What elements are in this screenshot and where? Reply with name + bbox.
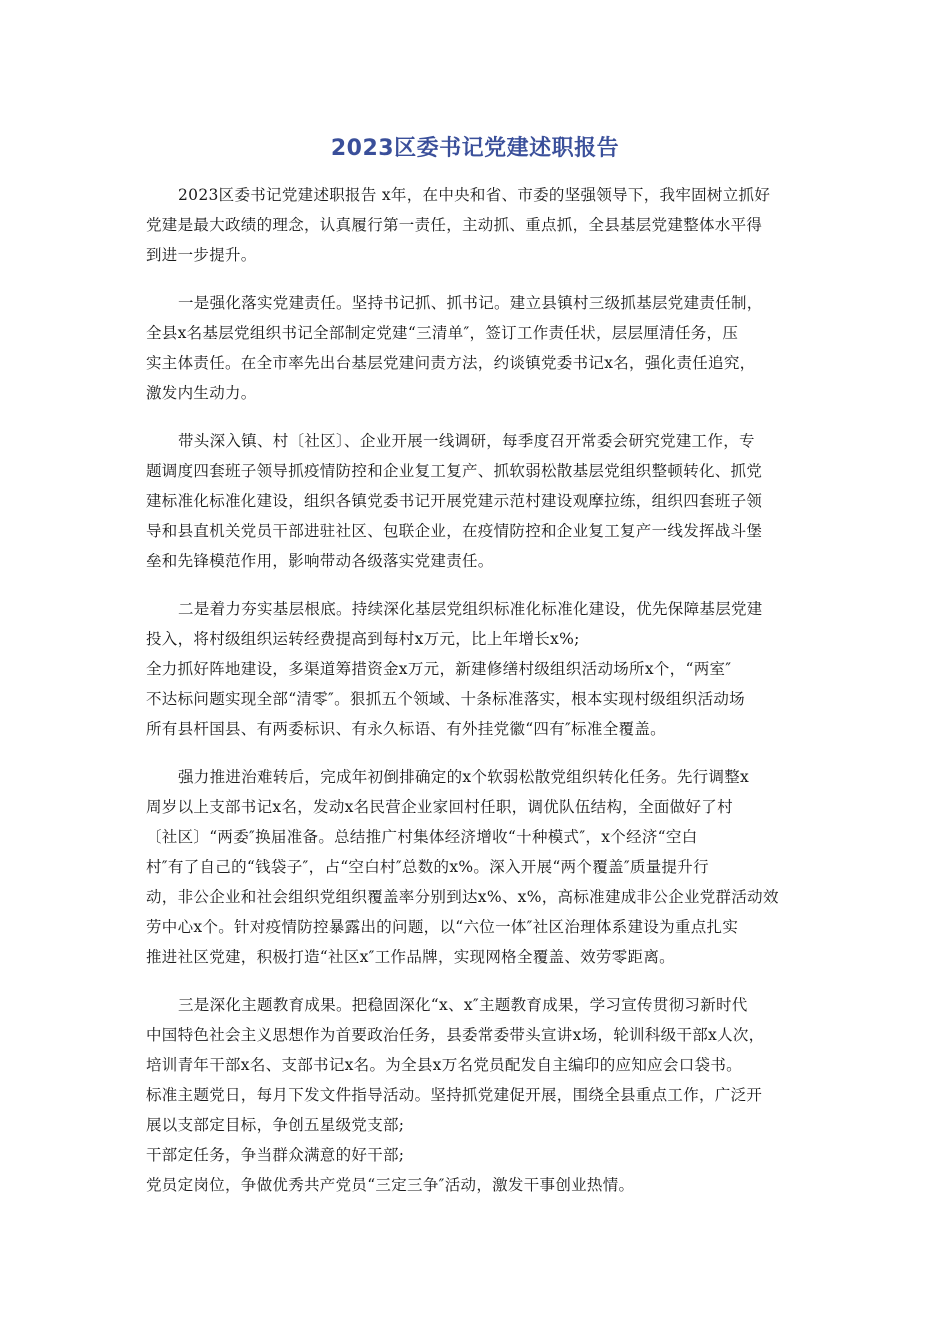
text-line: 激发内生动力。 <box>146 384 257 402</box>
text-line: 三是深化主题教育成果。把稳固深化“x、x″主题教育成果，学习宣传贯彻习新时代 <box>178 996 748 1014</box>
paragraph-responsibility <box>146 288 806 408</box>
text-line: 二是着力夯实基层根底。持续深化基层党组织标准化标准化建设，优先保障基层党建 <box>178 600 763 618</box>
text-line: 干部定任务，争当群众满意的好干部; <box>146 1146 405 1164</box>
text-line: 一是强化落实党建责任。坚持书记抓、抓书记。建立县镇村三级抓基层党建责任制， <box>178 294 763 312</box>
text-line: 展以支部定目标，争创五星级党支部; <box>146 1116 405 1134</box>
text-line: 培训青年干部x名、支部书记x名。为全县x万名党员配发自主编印的应知应会口袋书。 <box>146 1056 742 1074</box>
text-line: 中国特色社会主义思想作为首要政治任务，县委常委带头宣讲x场，轮训科级干部x人次， <box>146 1026 765 1044</box>
text-line: 投入，将村级组织运转经费提高到每村x万元，比上年增长x%; <box>146 630 580 648</box>
text-line: 全力抓好阵地建设，多渠道筹措资金x万元，新建修缮村级组织活动场所x个，“两室″ <box>146 660 732 678</box>
paragraph-foundation <box>146 594 806 744</box>
paragraph-research <box>146 426 806 576</box>
text-line: 党建是最大政绩的理念，认真履行第一责任，主动抓、重点抓，全县基层党建整体水平得 <box>146 216 763 234</box>
text-line: 推进社区党建，积极打造“社区x″工作品牌，实现网格全覆盖、效劳零距离。 <box>146 948 675 966</box>
text-line: 〔社区〕“两委″换届准备。总结推广村集体经济增收“十种模式″，x个经济“空白 <box>146 828 698 846</box>
text-line: 劳中心x个。针对疫情防控暴露出的问题，以“六位一体″社区治理体系建设为重点扎实 <box>146 918 739 936</box>
text-line: 强力推进治难转后，完成年初倒排确定的x个软弱松散党组织转化任务。先行调整x <box>178 768 750 786</box>
text-line: 2023区委书记党建述职报告 x年，在中央和省、市委的坚强领导下，我牢固树立抓好 <box>178 186 771 204</box>
text-line: 实主体责任。在全市率先出台基层党建问责方法，约谈镇党委书记x名，强化责任追究， <box>146 354 756 372</box>
document-title: 2023区委书记党建述职报告 <box>330 136 620 161</box>
text-line: 题调度四套班子领导抓疫情防控和企业复工复产、抓软弱松散基层党组织整顿转化、抓党 <box>146 462 763 480</box>
text-line: 到进一步提升。 <box>146 246 257 264</box>
text-line: 带头深入镇、村〔社区〕、企业开展一线调研，每季度召开常委会研究党建工作，专 <box>178 432 755 450</box>
text-line: 所有县杆国县、有两委标识、有永久标语、有外挂党徽“四有″标准全覆盖。 <box>146 720 666 738</box>
text-line: 全县x名基层党组织书记全部制定党建“三清单″，签订工作责任状，层层厘清任务，压 <box>146 324 739 342</box>
text-line: 导和县直机关党员干部进驻社区、包联企业，在疫情防控和企业复工复产一线发挥战斗堡 <box>146 522 763 540</box>
text-line: 垒和先锋模范作用，影响带动各级落实党建责任。 <box>146 552 494 570</box>
text-line: 村″有了自己的“钱袋子″，占“空白村″总数的x%。深入开展“两个覆盖″质量提升行 <box>146 858 709 876</box>
text-line: 动，非公企业和社会组织党组织覆盖率分别到达x%、x%，高标准建成非公企业党群活动效 <box>146 888 779 906</box>
text-line: 建标准化标准化建设，组织各镇党委书记开展党建示范村建设观摩拉练，组织四套班子领 <box>146 492 763 510</box>
text-line: 标准主题党日，每月下发文件指导活动。坚持抓党建促开展，围绕全县重点工作，广泛开 <box>146 1086 763 1104</box>
text-line: 党员定岗位，争做优秀共产党员“三定三争″活动，激发干事创业热情。 <box>146 1176 635 1194</box>
document-body <box>146 180 806 1218</box>
text-line: 不达标问题实现全部“清零″。狠抓五个领域、十条标准落实，根本实现村级组织活动场 <box>146 690 745 708</box>
paragraph-intro <box>146 180 806 270</box>
text-line: 周岁以上支部书记x名，发动x名民营企业家回村任职，调优队伍结构，全面做好了村 <box>146 798 733 816</box>
paragraph-transformation <box>146 762 806 972</box>
paragraph-education <box>146 990 806 1200</box>
